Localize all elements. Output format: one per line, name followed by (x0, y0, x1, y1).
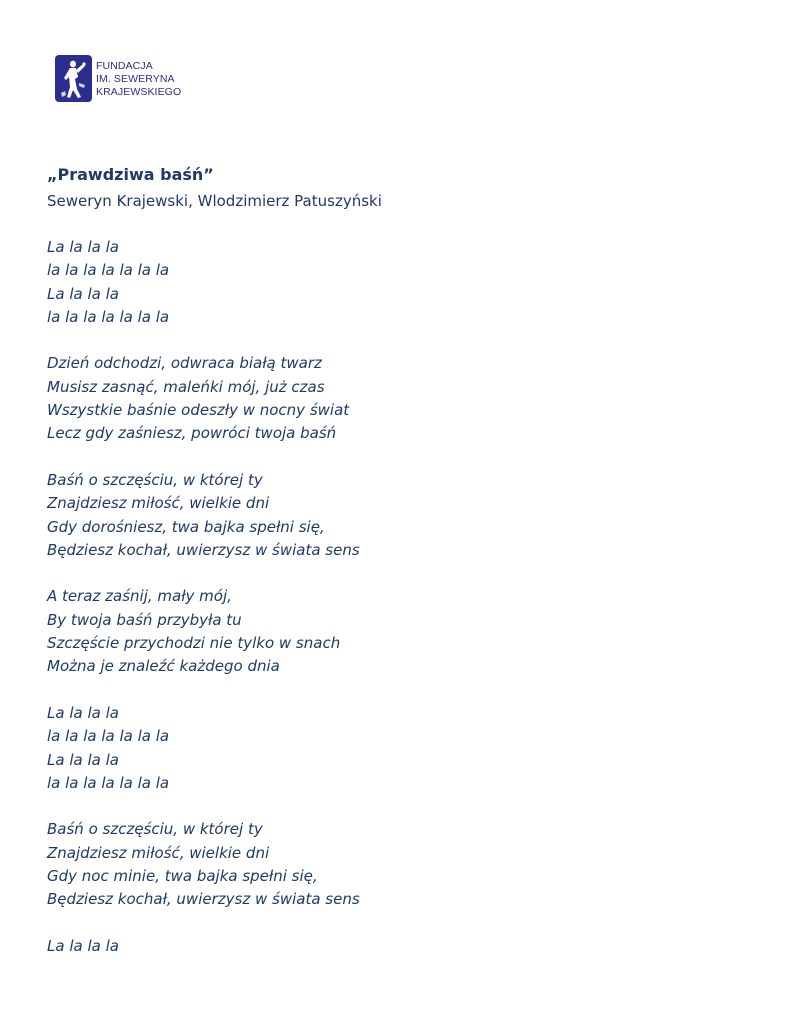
lyric-line: Baśń o szczęściu, w której ty (47, 470, 263, 489)
lyric-line: Można je znaleźć każdego dnia (47, 657, 280, 676)
lyric-line: A teraz zaśnij, mały mój, (47, 587, 232, 606)
logo-line: KRAJEWSKIEGO (96, 86, 182, 98)
lyric-line: La la la la (47, 284, 119, 303)
lyric-line: la la la la la la la (47, 727, 170, 746)
lyric-line: la la la la la la la (47, 773, 170, 792)
lyrics (47, 236, 360, 982)
logo-line: FUNDACJA (96, 60, 153, 72)
stanza (47, 236, 360, 329)
foundation-logo-text (96, 60, 181, 99)
lyric-line: la la la la la la la (47, 261, 170, 280)
lyric-line: La la la la (47, 750, 119, 769)
stanza (47, 585, 360, 678)
lyric-line: Będziesz kochał, uwierzysz w świata sens (47, 540, 360, 559)
lyric-line: Baśń o szczęściu, w której ty (47, 820, 263, 839)
lyric-line: Znajdziesz miłość, wielkie dni (47, 843, 270, 862)
lyric-line: Gdy noc minie, twa bajka spełni się, (47, 867, 318, 886)
lyric-line: Znajdziesz miłość, wielkie dni (47, 494, 270, 513)
stanza (47, 702, 360, 795)
stanza (47, 818, 360, 911)
logo-line: IM. SEWERYNA (96, 73, 175, 85)
lyric-line: La la la la (47, 238, 119, 256)
stanza (47, 935, 360, 958)
lyric-line: La la la la (47, 936, 119, 955)
lyric-line: La la la la (47, 703, 119, 722)
lyric-line: Szczęście przychodzi nie tylko w snach (47, 634, 341, 653)
lyric-line: Lecz gdy zaśniesz, powróci twoja baśń (47, 424, 337, 443)
foundation-logo-icon (55, 55, 92, 102)
stanza (47, 352, 360, 445)
lyric-line: Gdy dorośniesz, twa bajka spełni się, (47, 517, 325, 536)
stanza (47, 469, 360, 562)
lyric-line: Wszystkie baśnie odeszły w nocny świat (47, 401, 350, 420)
song-authors: Seweryn Krajewski, Wlodzimierz Patuszyński (47, 192, 382, 210)
lyric-line: Musisz zasnąć, maleńki mój, już czas (47, 377, 325, 396)
lyric-line: la la la la la la la (47, 307, 170, 326)
foundation-logo (55, 55, 181, 102)
lyric-line: By twoja baśń przybyła tu (47, 610, 242, 629)
lyric-line: Dzień odchodzi, odwraca białą twarz (47, 354, 322, 373)
song-title: „Prawdziwa baśń” (47, 165, 214, 184)
lyric-line: Będziesz kochał, uwierzysz w świata sens (47, 890, 360, 909)
